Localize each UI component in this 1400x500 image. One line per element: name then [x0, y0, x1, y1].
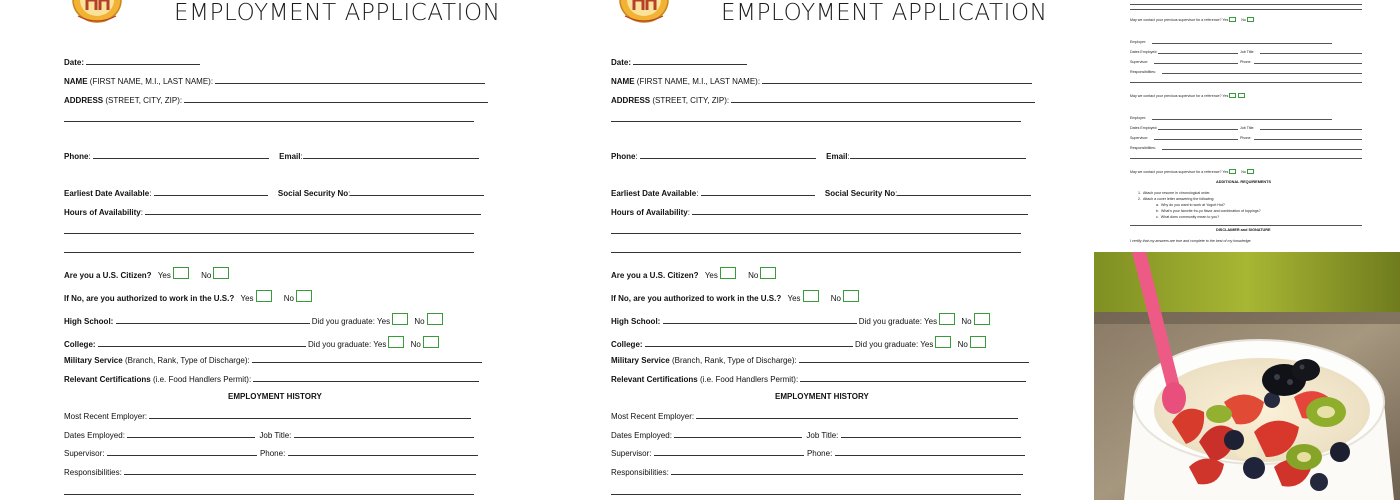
- requirement-2c: c. What does community mean to you?: [1156, 215, 1220, 219]
- responsibilities-label: Responsibilities:: [611, 468, 669, 477]
- dates-job-row: [64, 430, 474, 441]
- responsibilities-row: [64, 467, 476, 478]
- employer-field[interactable]: [149, 411, 471, 419]
- authorized-yes-checkbox[interactable]: [256, 290, 272, 302]
- citizen-no-label: No: [748, 271, 759, 280]
- requirement-2c-text: What does community mean to you?: [1160, 215, 1220, 219]
- supervisor-phone-row: [611, 448, 1025, 459]
- employer-row: [64, 411, 471, 422]
- employer-phone-label: Phone:: [259, 449, 286, 458]
- address-row: [611, 95, 1035, 106]
- citizen-no-checkbox[interactable]: [760, 267, 776, 279]
- college-row: [64, 336, 439, 350]
- supervisor-field[interactable]: [654, 448, 804, 456]
- hours-row: Hours of Availability:: [64, 207, 481, 218]
- military-hint: (Branch, Rank, Type of Discharge):: [671, 356, 797, 365]
- ssn-field[interactable]: [350, 188, 484, 196]
- employer-row: [611, 411, 1018, 422]
- authorized-yes-label: Yes: [240, 294, 254, 303]
- hs-no-label: No: [414, 317, 425, 326]
- job-title-label: Job Title:: [259, 431, 292, 440]
- mini-rule: [1154, 63, 1238, 64]
- address-line-2[interactable]: [611, 121, 1021, 122]
- ssn-field[interactable]: [897, 188, 1031, 196]
- requirement-2: 2. Attach a cover letter answering the following:: [1138, 197, 1215, 201]
- hours-field[interactable]: [692, 207, 1028, 215]
- disclaimer-heading: DISCLAIMER and SIGNATURE: [1216, 228, 1271, 232]
- requirement-2a: a. Why do you want to work at Yogurt Hut?: [1156, 203, 1225, 207]
- date-row: [64, 57, 200, 68]
- requirement-2b: b. What's your favorite fro-yo flavor and combination of toppings?: [1156, 209, 1261, 213]
- employer-field[interactable]: [696, 411, 1018, 419]
- hs-no-label: No: [961, 317, 972, 326]
- availability-ssn-row: Earliest Date Available: Social Security No:: [64, 188, 484, 199]
- hours-field[interactable]: [145, 207, 481, 215]
- citizen-yes-checkbox[interactable]: [173, 267, 189, 279]
- college-graduate-label: Did you graduate:: [855, 340, 919, 349]
- citizen-yes-label: Yes: [704, 271, 718, 280]
- email-field[interactable]: [850, 151, 1026, 159]
- mini-contact-question-2: [1130, 93, 1246, 98]
- high-school-row: [611, 313, 990, 327]
- employer-phone-field[interactable]: [835, 448, 1025, 456]
- mini-yes-checkbox[interactable]: [1229, 93, 1236, 98]
- employer-label: Most Recent Employer:: [611, 412, 695, 421]
- authorized-no-label: No: [283, 294, 294, 303]
- phone-field[interactable]: [640, 151, 816, 159]
- authorized-no-checkbox[interactable]: [296, 290, 312, 302]
- earliest-date-field[interactable]: [154, 188, 268, 196]
- mini-supervisor-label: Supervisor:: [1130, 60, 1149, 64]
- requirement-1: 1. Attach your resume in chronological order.: [1138, 191, 1211, 195]
- hours-line-2[interactable]: [611, 233, 1021, 234]
- certifications-label: Relevant Certifications: [611, 375, 698, 384]
- phone-label: Phone: [64, 152, 89, 161]
- mini-dates-label: Dates Employed:: [1130, 126, 1158, 130]
- authorized-no-checkbox[interactable]: [843, 290, 859, 302]
- job-title-field[interactable]: [294, 430, 474, 438]
- hours-line-2[interactable]: [64, 233, 474, 234]
- high-school-field[interactable]: [116, 316, 310, 324]
- hs-yes-checkbox[interactable]: [939, 313, 955, 325]
- dates-employed-field[interactable]: [674, 430, 802, 438]
- college-yes-label: Yes: [373, 340, 387, 349]
- authorized-yes-label: Yes: [787, 294, 801, 303]
- dates-job-row: [611, 430, 1021, 441]
- supervisor-field[interactable]: [107, 448, 257, 456]
- job-title-label: Job Title:: [806, 431, 839, 440]
- responsibilities-row: [611, 467, 1023, 478]
- military-field[interactable]: [799, 355, 1029, 363]
- hs-yes-label: Yes: [924, 317, 938, 326]
- mini-supervisor-label: Supervisor:: [1130, 136, 1149, 140]
- mini-job-title-label: Job Title:: [1240, 126, 1255, 130]
- email-label: Email: [279, 152, 301, 161]
- mini-employer-row: [1130, 40, 1146, 44]
- mini-rule: [1130, 82, 1362, 83]
- high-school-field[interactable]: [663, 316, 857, 324]
- college-label: College:: [64, 340, 96, 349]
- supervisor-phone-row: [64, 448, 478, 459]
- authorized-row: [64, 290, 312, 304]
- high-school-label: High School:: [611, 317, 661, 326]
- mini-contact-question-label: May we contact your previous supervisor for a reference? Yes: [1130, 94, 1229, 98]
- hours-row: Hours of Availability:: [611, 207, 1028, 218]
- date-label: Date:: [611, 58, 632, 67]
- address-field[interactable]: [731, 95, 1035, 103]
- citizen-no-checkbox[interactable]: [213, 267, 229, 279]
- mini-no-label: No: [1241, 170, 1246, 174]
- hours-line-3[interactable]: [611, 252, 1021, 253]
- mini-no-checkbox[interactable]: [1247, 17, 1254, 22]
- hs-no-checkbox[interactable]: [974, 313, 990, 325]
- college-no-label: No: [410, 340, 421, 349]
- mini-rule: [1162, 149, 1362, 150]
- citizen-no-label: No: [201, 271, 212, 280]
- responsibilities-field[interactable]: [124, 467, 476, 475]
- application-page-2: [547, 0, 1094, 500]
- mini-employer-label: Employer:: [1130, 40, 1147, 44]
- hours-label: Hours of Availability: [64, 208, 141, 217]
- phone-email-row: Phone: Email:: [64, 151, 479, 162]
- address-label: ADDRESS: [64, 96, 104, 105]
- dates-employed-label: Dates Employed:: [611, 431, 672, 440]
- date-label: Date:: [64, 58, 85, 67]
- mini-no-label: No: [1241, 18, 1246, 22]
- requirement-2b-text: What's your favorite fro-yo flavor and combination of toppings?: [1161, 209, 1261, 213]
- hs-graduate-label: Did you graduate:: [311, 317, 375, 326]
- mini-rule: [1152, 43, 1332, 44]
- employer-phone-field[interactable]: [288, 448, 478, 456]
- additional-requirements-heading: ADDITIONAL REQUIREMENTS: [1216, 180, 1271, 184]
- mini-contact-question-label: May we contact your previous supervisor for a reference? Yes: [1130, 170, 1229, 174]
- address-field[interactable]: [184, 95, 488, 103]
- address-label: ADDRESS: [611, 96, 651, 105]
- mini-job-title-label: Job Title:: [1240, 50, 1255, 54]
- mini-rule: [1162, 73, 1362, 74]
- address-line-2[interactable]: [64, 121, 474, 122]
- mini-rule: [1260, 53, 1362, 54]
- hours-line-3[interactable]: [64, 252, 474, 253]
- mini-yes-checkbox[interactable]: [1229, 17, 1236, 22]
- mini-rule: [1154, 139, 1238, 140]
- hs-graduate-label: Did you graduate:: [858, 317, 922, 326]
- email-field[interactable]: [303, 151, 479, 159]
- high-school-label: High School:: [64, 317, 114, 326]
- mini-no-checkbox[interactable]: [1238, 93, 1245, 98]
- name-label: NAME: [611, 77, 635, 86]
- hs-yes-checkbox[interactable]: [392, 313, 408, 325]
- earliest-date-label: Earliest Date Available: [64, 189, 150, 198]
- mini-contact-question-label: May we contact your previous supervisor for a reference? Yes: [1130, 18, 1229, 22]
- certifications-field[interactable]: [800, 374, 1026, 382]
- supervisor-label: Supervisor:: [64, 449, 105, 458]
- page-title: EMPLOYMENT APPLICATION: [174, 0, 501, 26]
- application-page-3-thumbnail: [1094, 0, 1400, 252]
- authorized-yes-checkbox[interactable]: [803, 290, 819, 302]
- mini-rule: [1152, 119, 1332, 120]
- name-field[interactable]: [215, 76, 485, 84]
- college-row: [611, 336, 986, 350]
- citizen-row: [611, 267, 776, 281]
- phone-email-row: Phone: Email:: [611, 151, 1026, 162]
- citizen-row: [64, 267, 229, 281]
- citizen-label: Are you a U.S. Citizen?: [64, 271, 152, 280]
- certifications-label: Relevant Certifications: [64, 375, 151, 384]
- college-field[interactable]: [98, 339, 306, 347]
- name-hint: (FIRST NAME, M.I., LAST NAME):: [636, 77, 761, 86]
- mini-rule: [1130, 225, 1362, 226]
- hs-yes-label: Yes: [377, 317, 391, 326]
- responsibilities-line-2[interactable]: [64, 494, 474, 495]
- mini-rule: [1254, 139, 1362, 140]
- name-field[interactable]: [762, 76, 1032, 84]
- responsibilities-field[interactable]: [671, 467, 1023, 475]
- military-row: [611, 355, 1029, 366]
- certifications-hint: (i.e. Food Handlers Permit):: [152, 375, 252, 384]
- employer-label: Most Recent Employer:: [64, 412, 148, 421]
- earliest-date-label: Earliest Date Available: [611, 189, 697, 198]
- mini-no-checkbox[interactable]: [1247, 169, 1254, 174]
- address-hint: (STREET, CITY, ZIP):: [652, 96, 730, 105]
- frozen-yogurt-photo: [1094, 252, 1400, 500]
- job-title-field[interactable]: [841, 430, 1021, 438]
- mini-contact-question-3: [1130, 169, 1255, 174]
- mini-rule: [1158, 129, 1238, 130]
- mini-employer-label: Employer:: [1130, 116, 1147, 120]
- mini-rule: [1260, 129, 1362, 130]
- citizen-label: Are you a U.S. Citizen?: [611, 271, 699, 280]
- phone-field[interactable]: [93, 151, 269, 159]
- employment-history-heading: EMPLOYMENT HISTORY: [228, 392, 322, 401]
- college-no-checkbox[interactable]: [970, 336, 986, 348]
- mini-dates-row: [1130, 50, 1157, 54]
- email-label: Email: [826, 152, 848, 161]
- responsibilities-line-2[interactable]: [611, 494, 1021, 495]
- mini-phone-label: Phone:: [1240, 60, 1252, 64]
- certifications-field[interactable]: [253, 374, 479, 382]
- name-row: [64, 76, 485, 87]
- authorized-label: If No, are you authorized to work in the U.S.?: [64, 294, 235, 303]
- date-field[interactable]: [86, 57, 200, 65]
- ssn-label: Social Security No: [277, 189, 349, 198]
- company-logo: [70, 0, 124, 24]
- name-hint: (FIRST NAME, M.I., LAST NAME):: [89, 77, 214, 86]
- college-graduate-label: Did you graduate:: [308, 340, 372, 349]
- authorized-label: If No, are you authorized to work in the U.S.?: [611, 294, 782, 303]
- mini-rule: [1130, 4, 1362, 5]
- mini-phone-label: Phone:: [1240, 136, 1252, 140]
- mini-responsibilities-label: Responsibilities:: [1130, 70, 1156, 74]
- supervisor-label: Supervisor:: [611, 449, 652, 458]
- mini-rule: [1130, 9, 1362, 10]
- certifications-row: [64, 374, 479, 385]
- ssn-label: Social Security No: [824, 189, 896, 198]
- college-no-label: No: [957, 340, 968, 349]
- phone-label: Phone: [611, 152, 636, 161]
- certify-statement: I certify that my answers are true and complete to the best of my knowledge.: [1130, 239, 1252, 243]
- requirement-2-text: Attach a cover letter answering the following:: [1143, 197, 1215, 201]
- availability-ssn-row: Earliest Date Available: Social Security No:: [611, 188, 1031, 199]
- mini-contact-question: [1130, 17, 1255, 22]
- mini-responsibilities-label: Responsibilities:: [1130, 146, 1156, 150]
- citizen-yes-checkbox[interactable]: [720, 267, 736, 279]
- date-row: [611, 57, 747, 68]
- college-yes-checkbox[interactable]: [935, 336, 951, 348]
- requirement-2a-text: Why do you want to work at Yogurt Hut?: [1161, 203, 1225, 207]
- military-field[interactable]: [252, 355, 482, 363]
- mini-yes-checkbox[interactable]: [1229, 169, 1236, 174]
- application-page-1: [0, 0, 547, 500]
- date-field[interactable]: [633, 57, 747, 65]
- employer-phone-label: Phone:: [806, 449, 833, 458]
- employment-history-heading: EMPLOYMENT HISTORY: [775, 392, 869, 401]
- college-label: College:: [611, 340, 643, 349]
- mini-rule: [1130, 158, 1362, 159]
- certifications-hint: (i.e. Food Handlers Permit):: [699, 375, 799, 384]
- military-row: [64, 355, 482, 366]
- certifications-row: [611, 374, 1026, 385]
- college-field[interactable]: [645, 339, 853, 347]
- college-yes-label: Yes: [920, 340, 934, 349]
- authorized-no-label: No: [830, 294, 841, 303]
- mini-dates-label: Dates Employed:: [1130, 50, 1158, 54]
- authorized-row: [611, 290, 859, 304]
- name-label: NAME: [64, 77, 88, 86]
- military-label: Military Service: [611, 356, 670, 365]
- earliest-date-field[interactable]: [701, 188, 815, 196]
- high-school-row: [64, 313, 443, 327]
- dates-employed-label: Dates Employed:: [64, 431, 125, 440]
- hs-no-checkbox[interactable]: [427, 313, 443, 325]
- citizen-yes-label: Yes: [157, 271, 171, 280]
- dates-employed-field[interactable]: [127, 430, 255, 438]
- college-no-checkbox[interactable]: [423, 336, 439, 348]
- name-row: [611, 76, 1032, 87]
- hours-label: Hours of Availability: [611, 208, 688, 217]
- responsibilities-label: Responsibilities:: [64, 468, 122, 477]
- military-label: Military Service: [64, 356, 123, 365]
- address-row: [64, 95, 488, 106]
- requirement-1-text: Attach your resume in chronological order.: [1143, 191, 1211, 195]
- page-title: EMPLOYMENT APPLICATION: [721, 0, 1048, 26]
- college-yes-checkbox[interactable]: [388, 336, 404, 348]
- mini-rule: [1254, 63, 1362, 64]
- military-hint: (Branch, Rank, Type of Discharge):: [124, 356, 250, 365]
- company-logo: [617, 0, 671, 24]
- mini-rule: [1158, 53, 1238, 54]
- address-hint: (STREET, CITY, ZIP):: [105, 96, 183, 105]
